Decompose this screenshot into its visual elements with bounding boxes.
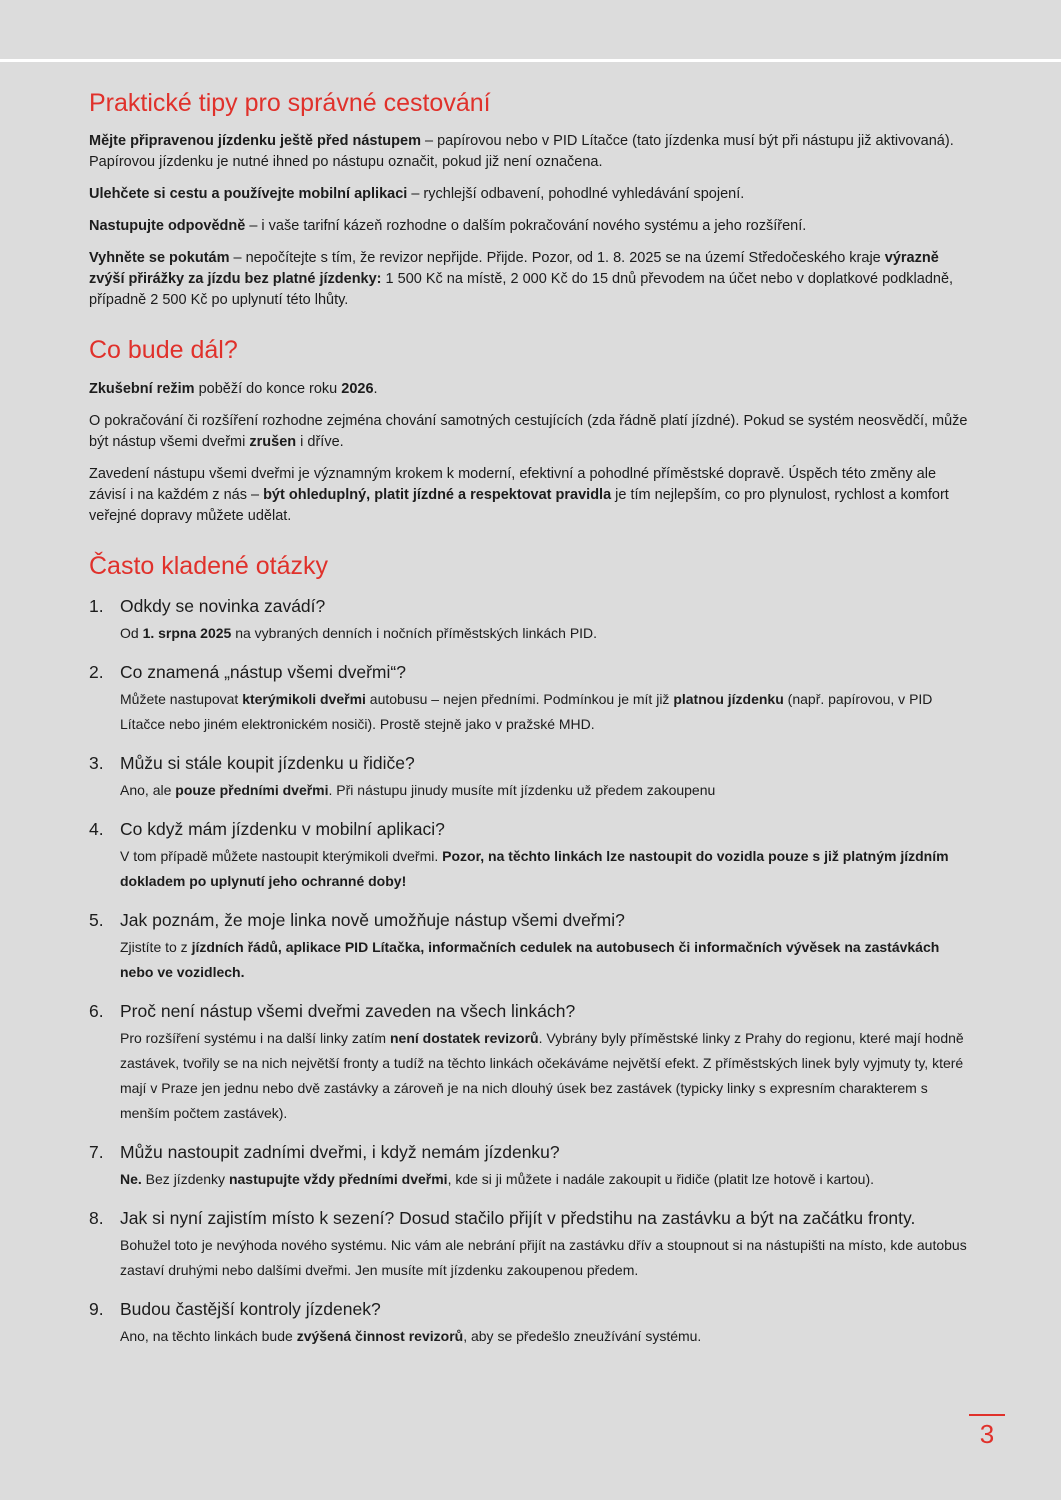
page-number-rule <box>969 1414 1005 1416</box>
text-run: 1 500 Kč na místě, 2 000 Kč do 15 dnů převodem na účet nebo v doplatkové podkladně, případně 2 500 Kč po uplynutí této lhůty. <box>89 271 954 309</box>
text-run: Ano, ale <box>120 781 176 798</box>
faq-number: 6. <box>89 1000 104 1021</box>
text-run: na vybraných denních i nočních příměstských linkách PID. <box>231 624 598 641</box>
text-run: . <box>373 380 378 397</box>
faq-answer <box>120 1233 974 1283</box>
text-run: Můžete nastupovat <box>120 690 243 707</box>
faq-question: Jak si nyní zajistím místo k sezení? Dosud stačilo přijít v předstihu na zastávku a být na začátku fronty. <box>120 1207 916 1228</box>
faq-answer <box>120 621 974 646</box>
faq-question: Můžu si stále koupit jízdenku u řidiče? <box>120 752 415 773</box>
emphasis-text: Nastupujte odpovědně <box>89 218 246 235</box>
faq-number: 5. <box>89 909 104 930</box>
faq-answer <box>120 778 974 803</box>
faq-answer <box>120 1026 974 1126</box>
text-run: . Vybrány byly příměstské linky z Prahy do regionu, které mají hodně zastávek, tvořily se na nich největší fronty a tudíž na těchto linkách očekáváme největší efekt. Z příměstských linek byly vyjmuty ty, které mají v Praze jen jednu nebo dvě zastávky a zároveň je na nich dlouhý úsek bez zastávek (typicky linky s expresním charakterem s menším počtem zastávek). <box>120 1029 964 1121</box>
paragraph <box>89 184 974 205</box>
page-number: 3 <box>979 1419 995 1449</box>
faq-number: 9. <box>89 1298 104 1319</box>
faq-section <box>89 551 974 1349</box>
faq-question: Jak poznám, že moje linka nově umožňuje nástup všemi dveřmi? <box>120 909 625 930</box>
faq-item <box>89 999 974 1126</box>
faq-number: 3. <box>89 752 104 773</box>
text-run: je tím nejlepším, co pro plynulost, rychlost a komfort veřejné dopravy můžete udělat. <box>89 486 949 524</box>
text-run: Od <box>120 624 143 641</box>
tips-heading: Praktické tipy pro správné cestování <box>89 89 491 117</box>
emphasis-text: zvýšená činnost revizorů <box>296 1327 464 1344</box>
text-run: Zjistíte to z <box>120 938 192 955</box>
faq-question: Odkdy se novinka zavádí? <box>120 595 326 616</box>
emphasis-text: Ne. <box>120 1170 142 1187</box>
emphasis-text: Zkušební režim <box>89 380 195 397</box>
faq-item <box>89 1140 974 1192</box>
text-run: Ano, na těchto linkách bude <box>120 1327 297 1344</box>
faq-question: Co když mám jízdenku v mobilní aplikaci? <box>120 818 445 839</box>
paragraph <box>89 248 974 311</box>
faq-item <box>89 594 974 646</box>
emphasis-text: nastupujte vždy předními dveřmi <box>228 1170 448 1187</box>
faq-number: 2. <box>89 661 104 682</box>
tips-section <box>89 88 974 311</box>
faq-item <box>89 660 974 737</box>
text-run: V tom případě můžete nastoupit kterýmikoli dveřmi. <box>120 847 443 864</box>
emphasis-text: kterýmikoli dveřmi <box>242 690 366 707</box>
emphasis-text: být ohleduplný, platit jízdné a respektovat pravidla <box>263 486 612 503</box>
faq-answer <box>120 687 974 737</box>
top-divider <box>0 59 1061 62</box>
emphasis-text: Mějte připravenou jízdenku ještě před nástupem <box>89 133 421 150</box>
text-run: O pokračování či rozšíření rozhodne zejména chování samotných cestujících (zda řádně platí jízdné). Pokud se systém neosvědčí, může být nástup všemi dveřmi <box>89 412 968 450</box>
faq-question: Budou častější kontroly jízdenek? <box>120 1298 381 1319</box>
faq-item <box>89 908 974 985</box>
emphasis-text: výrazně zvýší přirážky za jízdu bez platné jízdenky: <box>89 250 939 288</box>
emphasis-text: zrušen <box>249 433 297 450</box>
faq-item <box>89 1297 974 1349</box>
faq-item <box>89 751 974 803</box>
text-run: Bohužel toto je nevýhoda nového systému. Nic vám ale nebrání přijít na zastávku dřív a stoupnout si na nástupišti na místo, kde autobus zastaví druhými nebo dalšími dveřmi. Jen musíte mít jízdenku zakoupenou předem. <box>120 1236 967 1278</box>
emphasis-text: 1. srpna 2025 <box>142 624 232 641</box>
paragraph <box>89 464 974 527</box>
text-run: . Při nástupu jinudy musíte mít jízdenku už předem zakoupenu <box>328 781 716 798</box>
emphasis-text: Vyhněte se pokutám <box>89 250 230 267</box>
text-run: – papírovou nebo v PID Lítačce (tato jízdenka musí být při nástupu již aktivovaná). Papírovou jízdenku je nutné ihned po nástupu označit, pokud již není označena. <box>89 133 954 171</box>
text-run: – nepočítejte s tím, že revizor nepřijde. Přijde. Pozor, od 1. 8. 2025 se na území Středočeského kraje <box>229 250 885 267</box>
faq-answer <box>120 844 974 894</box>
text-run: Pro rozšíření systému i na další linky zatím <box>120 1029 390 1046</box>
text-run: Bez jízdenky <box>141 1170 229 1187</box>
faq-list <box>89 594 974 1349</box>
faq-number: 1. <box>89 595 104 616</box>
paragraph <box>89 131 974 173</box>
paragraph <box>89 379 974 400</box>
paragraph <box>89 216 974 237</box>
emphasis-text: Pozor, na těchto linkách lze nastoupit do vozidla pouze s již platným jízdním dokladem po uplynutí jeho ochranné doby! <box>120 847 949 889</box>
faq-answer <box>120 1167 974 1192</box>
emphasis-text: není dostatek revizorů <box>389 1029 539 1046</box>
text-run: poběží do konce roku <box>194 380 342 397</box>
emphasis-text: platnou jízdenku <box>673 690 784 707</box>
future-heading: Co bude dál? <box>89 336 238 365</box>
faq-question: Můžu nastoupit zadními dveřmi, i když nemám jízdenku? <box>120 1141 560 1162</box>
text-run: i dříve. <box>296 433 344 450</box>
faq-item <box>89 1206 974 1283</box>
text-run: – i vaše tarifní kázeň rozhodne o dalším pokračování nového systému a jeho rozšíření. <box>245 218 807 235</box>
emphasis-text: jízdních řádů, aplikace PID Lítačka, informačních cedulek na autobusech či informačních vývěsek na zastávkách nebo ve vozidlech. <box>120 938 940 980</box>
faq-number: 4. <box>89 818 104 839</box>
faq-question: Proč není nástup všemi dveřmi zaveden na všech linkách? <box>120 1000 576 1021</box>
future-section <box>89 335 974 526</box>
text-run: Zavedení nástupu všemi dveřmi je významným krokem k moderní, efektivní a pohodlné příměstské dopravě. Úspěch této změny ale závisí i na každém z nás – <box>89 465 937 503</box>
faq-number: 8. <box>89 1207 104 1228</box>
faq-question: Co znamená „nástup všemi dveřmi“? <box>120 661 406 682</box>
faq-heading: Často kladené otázky <box>89 551 329 580</box>
tips-paragraphs <box>89 131 974 311</box>
text-run: , kde si ji můžete i nadále zakoupit u řidiče (platit lze hotově i kartou). <box>447 1170 874 1187</box>
text-run: (např. papírovou, v PID Lítačce nebo jiném elektronickém nosiči). Prostě stejně jako v pražské MHD. <box>120 690 933 732</box>
future-paragraphs <box>89 379 974 527</box>
text-run: – rychlejší odbavení, pohodlné vyhledávání spojení. <box>407 186 745 203</box>
faq-number: 7. <box>89 1141 104 1162</box>
faq-item <box>89 817 974 894</box>
text-run: , aby se předešlo zneužívání systému. <box>463 1327 702 1344</box>
faq-answer <box>120 1324 974 1349</box>
text-run: autobusu – nejen předními. Podmínkou je mít již <box>365 690 674 707</box>
paragraph <box>89 411 974 453</box>
emphasis-text: 2026 <box>341 380 374 397</box>
page-content <box>89 88 974 1373</box>
emphasis-text: Ulehčete si cestu a používejte mobilní aplikaci <box>89 186 408 203</box>
emphasis-text: pouze předními dveřmi <box>175 781 329 798</box>
faq-answer <box>120 935 974 985</box>
